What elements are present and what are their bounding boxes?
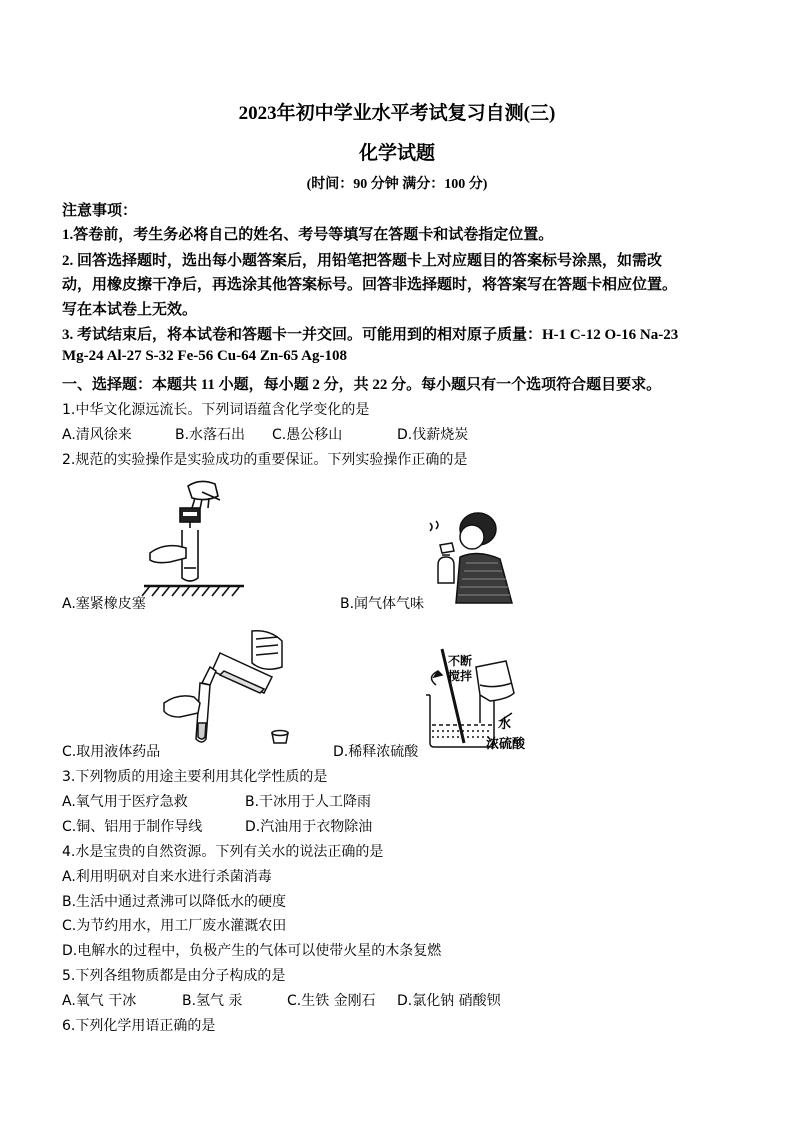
q5-option-a: A.氧气 干冰 bbox=[62, 993, 137, 1009]
q3-option-c: C.铜、铝用于制作导线 bbox=[62, 819, 203, 835]
q5-option-c: C.生铁 金刚石 bbox=[287, 993, 376, 1009]
q2-option-c: C.取用液体药品 bbox=[62, 744, 161, 760]
q1-option-d: D.伐薪烧炭 bbox=[397, 427, 469, 443]
notes-line-3a: 3. 考试结束后，将本试卷和答题卡一并交回。可能用到的相对原子质量：H-1 C-12 O-16 Na-23 bbox=[62, 327, 679, 343]
q6-stem: 6.下列化学用语正确的是 bbox=[62, 1018, 216, 1034]
figure-stopper-icon bbox=[140, 478, 250, 603]
fig-d-label-acid: 浓硫酸 bbox=[486, 737, 526, 752]
notes-line-2b: 动，用橡皮擦干净后，再选涂其他答案标号。回答非选择题时，将答案写在答题卡相应位置。 bbox=[62, 277, 678, 293]
subject-title: 化学试题 bbox=[358, 143, 435, 164]
q1-stem: 1.中华文化源远流长。下列词语蕴含化学变化的是 bbox=[62, 402, 370, 418]
q2-stem: 2.规范的实验操作是实验成功的重要保证。下列实验操作正确的是 bbox=[62, 452, 468, 468]
q3-stem: 3.下列物质的用途主要利用其化学性质的是 bbox=[62, 769, 328, 785]
q5-option-d: D.氯化钠 硝酸钡 bbox=[397, 993, 501, 1009]
q3-option-b: B.干冰用于人工降雨 bbox=[245, 794, 372, 810]
exam-title: 2023年初中学业水平考试复习自测(三) bbox=[238, 103, 556, 124]
q4-option-b: B.生活中通过煮沸可以降低水的硬度 bbox=[62, 894, 287, 910]
q2-option-d: D.稀释浓硫酸 bbox=[333, 744, 419, 760]
q5-stem: 5.下列各组物质都是由分子构成的是 bbox=[62, 968, 286, 984]
q3-option-d: D.汽油用于衣物除油 bbox=[245, 819, 373, 835]
notes-line-3b: Mg-24 Al-27 S-32 Fe-56 Cu-64 Zn-65 Ag-108 bbox=[62, 348, 347, 364]
q4-option-d: D.电解水的过程中，负极产生的气体可以使带火星的木条复燃 bbox=[62, 943, 442, 959]
time-info: (时间：90 分钟 满分：100 分) bbox=[306, 177, 488, 192]
q1-option-a: A.清风徐来 bbox=[62, 427, 132, 443]
section-heading: 一、选择题：本题共 11 小题，每小题 2 分，共 22 分。每小题只有一个选项符合题目要求。 bbox=[62, 377, 662, 393]
notes-heading: 注意事项： bbox=[62, 203, 138, 219]
q1-option-b: B.水落石出 bbox=[175, 427, 246, 443]
fig-d-label-stir-1: 不断 bbox=[448, 654, 473, 668]
notes-line-1: 1.答卷前，考生务必将自己的姓名、考号等填写在答题卡和试卷指定位置。 bbox=[62, 227, 554, 243]
q1-option-c: C.愚公移山 bbox=[272, 427, 343, 443]
figure-dilute-icon bbox=[420, 645, 550, 750]
fig-d-label-water: 水 bbox=[498, 717, 512, 732]
q3-option-a: A.氧气用于医疗急救 bbox=[62, 794, 188, 810]
notes-line-2c: 写在本试卷上无效。 bbox=[62, 302, 198, 318]
q2-option-b: B.闻气体气味 bbox=[340, 596, 425, 612]
figure-pour-icon bbox=[160, 627, 300, 752]
q2-option-a: A.塞紧橡皮塞 bbox=[62, 596, 146, 612]
fig-d-label-stir-2: 搅拌 bbox=[448, 669, 473, 683]
notes-line-2a: 2. 回答选择题时，选出每小题答案后，用铅笔把答题卡上对应题目的答案标号涂黑，如需改 bbox=[62, 253, 663, 269]
figure-smell-icon bbox=[420, 505, 520, 605]
q4-stem: 4.水是宝贵的自然资源。下列有关水的说法正确的是 bbox=[62, 844, 384, 860]
q4-option-a: A.利用明矾对自来水进行杀菌消毒 bbox=[62, 869, 272, 885]
q5-option-b: B.氢气 汞 bbox=[182, 993, 243, 1009]
q4-option-c: C.为节约用水，用工厂废水灌溉农田 bbox=[62, 918, 287, 934]
